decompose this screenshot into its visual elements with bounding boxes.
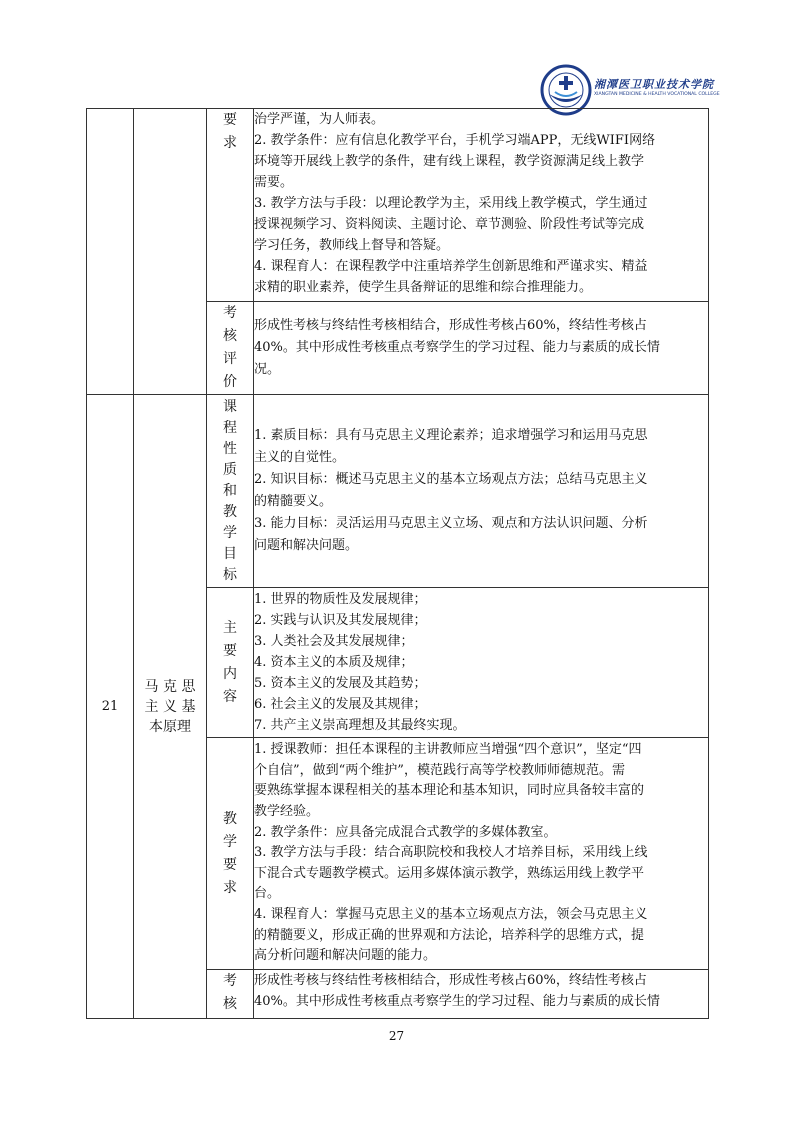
prev-requirements-label: 要 求 (207, 109, 254, 302)
table-row (87, 109, 709, 302)
nature-objectives-label: 课 程 性 质 和 教 学 目 标 (207, 395, 254, 588)
prev-name-cell (134, 109, 207, 395)
course-table (86, 108, 709, 1019)
prev-requirements-text: 治学严谨，为人师表。 2. 教学条件：应有信息化教学平台，手机学习端APP，无线WIFI网络 环境等开展线上教学的条件，建有线上课程，教学资源满足线上教学 需要。 3. 教学方法与手段：以理论教学为主，采用线上教学模式，学生通过 授课视频学习、资料阅读、主题讨论、章节测验、阶段性考试等完成 学习任务，教师线上督导和答疑。 4. 课程育人：在课程教学中注重培养学生创新思维和严谨求实、精益 求精的职业素养，使学生具备辩证的思维和综合推理能力。 (254, 109, 709, 302)
prev-assessment-text: 形成性考核与终结性考核相结合，形成性考核占60%，终结性考核占 40%。其中形成性考核重点考察学生的学习过程、能力与素质的成长情 况。 (254, 302, 709, 395)
prev-number-cell (87, 109, 134, 395)
teaching-requirements-label: 教 学 要 求 (207, 738, 254, 970)
school-logo-text (594, 78, 720, 98)
assessment-text: 形成性考核与终结性考核相结合，形成性考核占60%，终结性考核占 40%。其中形成性考核重点考察学生的学习过程、能力与素质的成长情 (254, 970, 709, 1019)
course-number: 21 (87, 395, 134, 1019)
school-name-en: XIANGTAN MEDICINE & HEALTH VOCATIONAL COLLEGE (594, 92, 720, 97)
prev-assessment-label: 考 核 评 价 (207, 302, 254, 395)
teaching-requirements-text: 1. 授课教师：担任本课程的主讲教师应当增强“四个意识”，坚定“四 个自信”，做到“两个维护”，模范践行高等学校教师师德规范。需 要熟练掌握本课程相关的基本理论和基本知识，同时应具备较丰富的 教学经验。 2. 教学条件：应具备完成混合式教学的多媒体教室。 3. 教学方法与手段：结合高职院校和我校人才培养目标，采用线上线 下混合式专题教学模式。运用多媒体演示教学，熟练运用线上教学平 台。 4. 课程育人：掌握马克思主义的基本立场观点方法，领会马克思主义 的精髓要义，形成正确的世界观和方法论，培养科学的思维方式，提 高分析问题和解决问题的能力。 (254, 738, 709, 970)
main-content-text: 1. 世界的物质性及发展规律； 2. 实践与认识及其发展规律； 3. 人类社会及其发展规律； 4. 资本主义的本质及规律； 5. 资本主义的发展及其趋势； 6. 社会主义的发展及其规律； 7. 共产主义崇高理想及其最终实现。 (254, 588, 709, 738)
course-name: 马 克 思 主 义 基 本原理 (134, 395, 207, 1019)
nature-objectives-text: 1. 素质目标：具有马克思主义理论素养；追求增强学习和运用马克思 主义的自觉性。 2. 知识目标：概述马克思主义的基本立场观点方法；总结马克思主义 的精髓要义。 3. 能力目标：灵活运用马克思主义立场、观点和方法认识问题、分析 问题和解决问题。 (254, 395, 709, 588)
assessment-label: 考 核 (207, 970, 254, 1019)
main-content-label: 主 要 内 容 (207, 588, 254, 738)
school-name: 湘潭医卫职业技术学院 (594, 78, 714, 91)
page-number: 27 (388, 1029, 405, 1043)
table-row (87, 395, 709, 588)
